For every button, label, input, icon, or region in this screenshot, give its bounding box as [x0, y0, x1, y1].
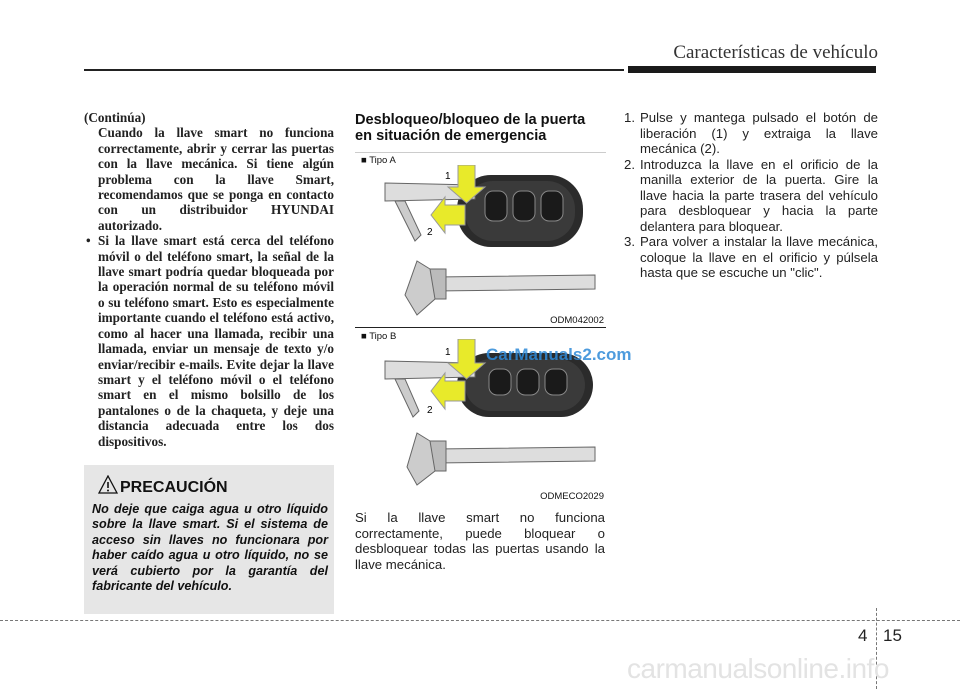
figure-label-type-b: ■ Tipo B	[361, 331, 397, 342]
step-number: 3.	[624, 234, 635, 249]
caution-text: No deje que caiga agua u otro líquido sobre la llave smart. Si el sistema de acceso sin llaves no funcionara por haber caído agua u otro líquido, no se verá cubierto por la garantía del fabricante del vehículo.	[92, 502, 328, 594]
step-text: Para volver a instalar la llave mecánica, coloque la llave en el orificio y púlsela hasta que se escuche un "clic".	[640, 234, 878, 280]
page-number: 15	[883, 626, 902, 645]
smart-key-type-a-image	[375, 165, 605, 325]
footer-rule	[0, 620, 960, 621]
callout-2-a: 2	[427, 227, 433, 238]
step-item	[624, 157, 878, 235]
caution-box	[84, 465, 334, 614]
step-text: Pulse y mantega pulsado el botón de liberación (1) y extraiga la llave mecánica (2).	[640, 110, 878, 156]
bullet-phone-interference: • Si la llave smart está cerca del teléfono móvil o del teléfono smart, la señal de la llave smart podría quedar bloqueada por la operación normal de su teléfono móvil o su teléfono smart. Esto es especialmente importante cuando el teléfono está activo, como al hacer una llamada, recibir una llamada, enviar un mensaje de texto y/o enviar/recibir e-mails. Evite dejar la llave smart y el teléfono móvil o el teléfono smart en el mismo bolsillo de los pantalones o de la chaqueta, y deje una distancia adecuada entre los dos dispositivos.	[84, 233, 334, 449]
section-body-text: Si la llave smart no funciona correctamente, puede bloquear o desbloquear todas las puertas usando la llave mecánica.	[355, 510, 605, 572]
step-number: 2.	[624, 156, 635, 172]
header-title: Características de vehículo	[673, 42, 878, 63]
header-bar	[628, 66, 876, 73]
callout-2-b: 2	[427, 405, 433, 416]
column-left	[84, 110, 334, 449]
callout-1-a: 1	[445, 171, 451, 182]
step-text: Introduzca la llave en el orificio de la manilla exterior de la puerta. Gire la llave hacia la parte trasera del vehículo para desbloquear y hacia la parte delantera para bloquear.	[640, 156, 878, 234]
step-number: 1.	[624, 110, 635, 125]
header-rule	[84, 69, 624, 71]
section-heading: Desbloqueo/bloqueo de la puerta en situación de emergencia	[355, 112, 586, 144]
column-middle	[355, 112, 605, 144]
paragraph-smart-key-fail: Cuando la llave smart no funciona correctamente, abrir y cerrar las puertas con la llave mecánica. Si tiene algún problema con la llave Smart, recomendamos que se ponga en contacto con un distribuidor HYUNDAI autorizado.	[98, 125, 334, 233]
step-item	[624, 110, 878, 157]
step-item	[624, 234, 878, 281]
chapter-number: 4	[858, 626, 868, 645]
caution-title: PRECAUCIÓN	[120, 479, 228, 496]
section-body	[355, 510, 605, 572]
column-right	[624, 110, 878, 281]
figure-code-a: ODM042002	[550, 315, 604, 326]
key-figure	[355, 152, 606, 505]
site-watermark: carmanualsonline.info	[627, 653, 889, 684]
callout-1-b: 1	[445, 347, 451, 358]
figure-code-b: ODMECO2029	[540, 491, 604, 502]
figure-separator	[355, 327, 606, 328]
continued-label: (Continúa)	[84, 110, 146, 125]
watermark-text: CarManuals2.com	[486, 345, 632, 364]
warning-triangle-icon	[98, 475, 118, 495]
figure-label-type-a: ■ Tipo A	[361, 155, 396, 166]
